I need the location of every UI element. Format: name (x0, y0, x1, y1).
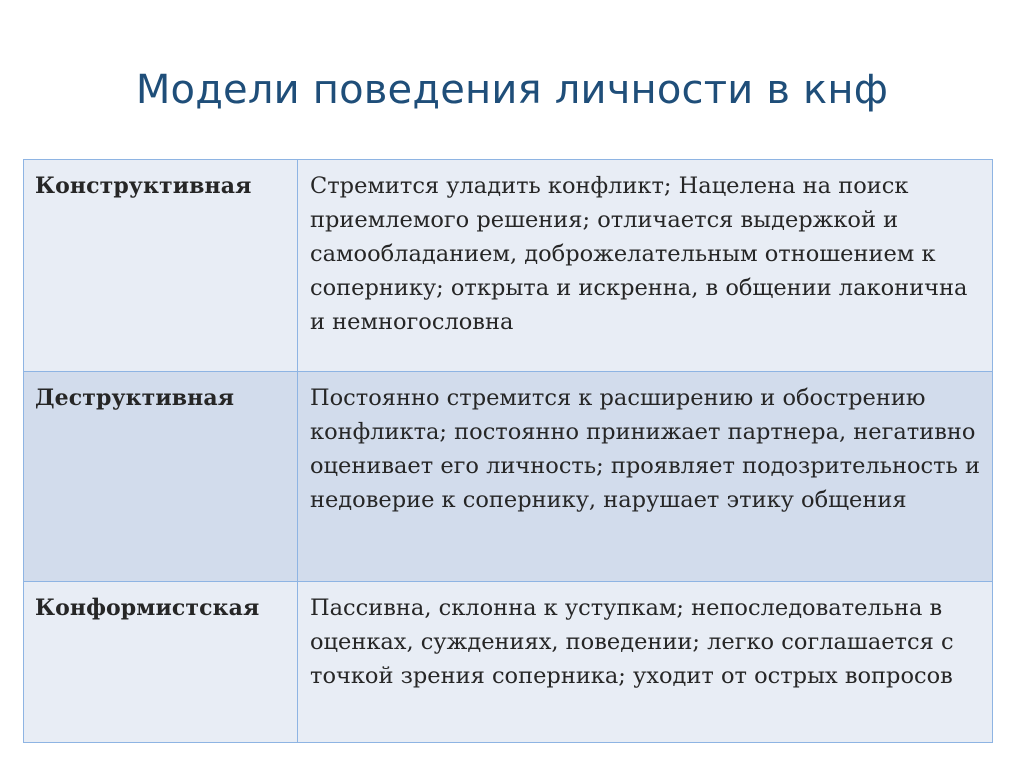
slide-title: Модели поведения личности в кнф (135, 67, 889, 113)
model-name-cell: Деструктивная (24, 372, 298, 582)
model-description-cell: Стремится уладить конфликт; Нацелена на поиск приемлемого решения; отличается выдержкой и самообладанием, доброжелательным отношением к сопернику; открыта и искренна, в общении лаконична и немногословна (298, 160, 993, 372)
model-description-cell: Постоянно стремится к расширению и обострению конфликта; постоянно принижает партнера, негативно оценивает его личность; проявляет подозрительность и недоверие к сопернику, нарушает этику общения (298, 372, 993, 582)
table-row (24, 160, 993, 372)
table-row (24, 372, 993, 582)
model-name-cell: Конформистская (24, 582, 298, 743)
table-row (24, 582, 993, 743)
model-name-cell: Конструктивная (24, 160, 298, 372)
model-description-cell: Пассивна, склонна к уступкам; непоследовательна в оценках, суждениях, поведении; легко соглашается с точкой зрения соперника; уходит от острых вопросов (298, 582, 993, 743)
behavior-models-table (23, 159, 993, 743)
